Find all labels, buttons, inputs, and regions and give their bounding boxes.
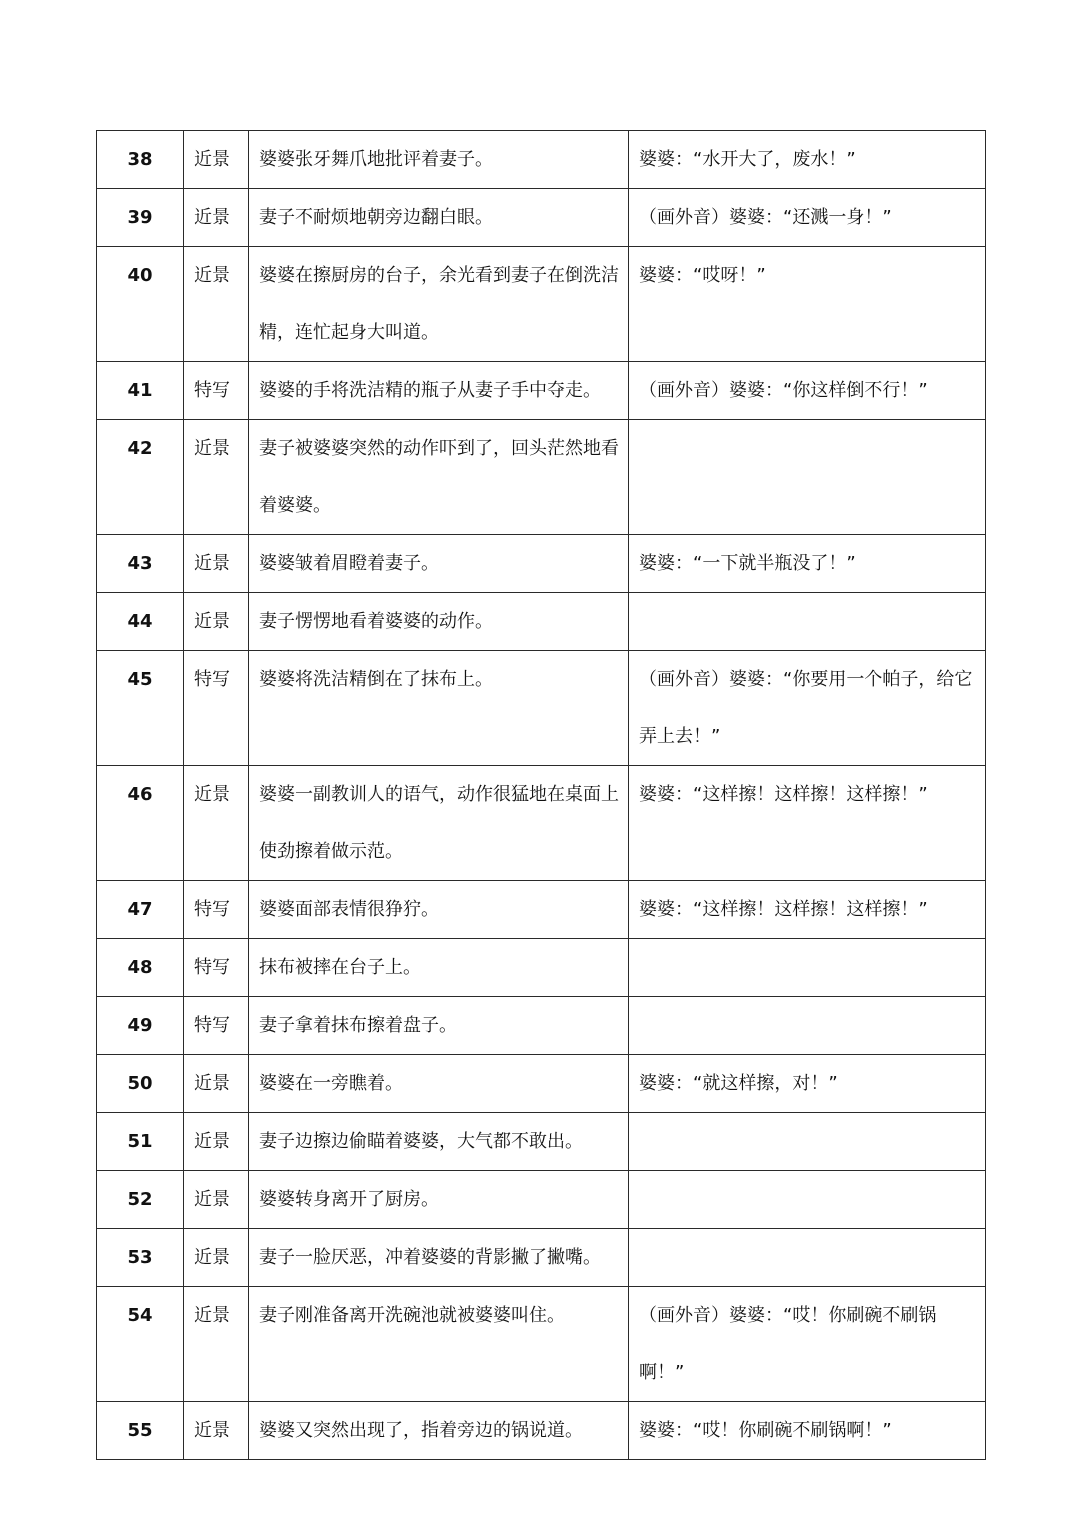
scene-description: 妻子边擦边偷瞄着婆婆，大气都不敢出。 — [249, 1113, 629, 1171]
shot-number: 55 — [97, 1402, 184, 1460]
scene-description: 婆婆一副教训人的语气，动作很猛地在桌面上使劲擦着做示范。 — [249, 766, 629, 881]
shot-type: 近景 — [184, 1402, 249, 1460]
shot-number: 50 — [97, 1055, 184, 1113]
scene-description: 婆婆将洗洁精倒在了抹布上。 — [249, 651, 629, 766]
shot-number: 48 — [97, 939, 184, 997]
table-row — [97, 1113, 986, 1171]
shot-type: 近景 — [184, 593, 249, 651]
shot-type: 近景 — [184, 1171, 249, 1229]
scene-description: 婆婆皱着眉瞪着妻子。 — [249, 535, 629, 593]
shot-type: 近景 — [184, 1287, 249, 1402]
dialogue: 婆婆：“水开大了，废水！” — [629, 131, 986, 189]
scene-description: 妻子拿着抹布擦着盘子。 — [249, 997, 629, 1055]
scene-description: 抹布被摔在台子上。 — [249, 939, 629, 997]
shot-number: 47 — [97, 881, 184, 939]
dialogue: 婆婆：“哎！你刷碗不刷锅啊！” — [629, 1402, 986, 1460]
scene-description: 婆婆的手将洗洁精的瓶子从妻子手中夺走。 — [249, 362, 629, 420]
table-row — [97, 997, 986, 1055]
dialogue — [629, 939, 986, 997]
table-row — [97, 1229, 986, 1287]
shot-type: 近景 — [184, 247, 249, 362]
shot-number: 51 — [97, 1113, 184, 1171]
shot-number: 41 — [97, 362, 184, 420]
scene-description: 婆婆张牙舞爪地批评着妻子。 — [249, 131, 629, 189]
table-row — [97, 131, 986, 189]
shot-type: 近景 — [184, 766, 249, 881]
shot-type: 近景 — [184, 535, 249, 593]
scene-description: 婆婆面部表情很狰狞。 — [249, 881, 629, 939]
scene-description: 妻子被婆婆突然的动作吓到了，回头茫然地看着婆婆。 — [249, 420, 629, 535]
table-row — [97, 939, 986, 997]
shot-number: 44 — [97, 593, 184, 651]
shot-number: 39 — [97, 189, 184, 247]
shot-type: 特写 — [184, 651, 249, 766]
shot-type: 特写 — [184, 881, 249, 939]
scene-description: 婆婆转身离开了厨房。 — [249, 1171, 629, 1229]
dialogue — [629, 593, 986, 651]
shot-type: 特写 — [184, 362, 249, 420]
shot-type: 近景 — [184, 1055, 249, 1113]
shot-type: 特写 — [184, 997, 249, 1055]
dialogue: 婆婆：“一下就半瓶没了！” — [629, 535, 986, 593]
dialogue — [629, 1113, 986, 1171]
dialogue — [629, 420, 986, 535]
dialogue — [629, 1229, 986, 1287]
shot-type: 近景 — [184, 131, 249, 189]
shot-type: 特写 — [184, 939, 249, 997]
dialogue: （画外音）婆婆：“哎！你刷碗不刷锅啊！” — [629, 1287, 986, 1402]
scene-description: 妻子刚准备离开洗碗池就被婆婆叫住。 — [249, 1287, 629, 1402]
table-row — [97, 535, 986, 593]
table-row — [97, 881, 986, 939]
shot-number: 49 — [97, 997, 184, 1055]
table-row — [97, 766, 986, 881]
shot-number: 42 — [97, 420, 184, 535]
shot-type: 近景 — [184, 1229, 249, 1287]
shot-number: 45 — [97, 651, 184, 766]
table-row — [97, 1171, 986, 1229]
scene-description: 婆婆在擦厨房的台子，余光看到妻子在倒洗洁精，连忙起身大叫道。 — [249, 247, 629, 362]
shot-number: 46 — [97, 766, 184, 881]
shot-type: 近景 — [184, 1113, 249, 1171]
scene-description: 妻子愣愣地看着婆婆的动作。 — [249, 593, 629, 651]
shot-number: 38 — [97, 131, 184, 189]
table-row — [97, 247, 986, 362]
dialogue: 婆婆：“这样擦！这样擦！这样擦！” — [629, 766, 986, 881]
scene-description: 婆婆在一旁瞧着。 — [249, 1055, 629, 1113]
table-row — [97, 189, 986, 247]
dialogue — [629, 1171, 986, 1229]
shot-type: 近景 — [184, 420, 249, 535]
storyboard-table — [96, 130, 986, 1460]
dialogue — [629, 997, 986, 1055]
scene-description: 妻子不耐烦地朝旁边翻白眼。 — [249, 189, 629, 247]
scene-description: 婆婆又突然出现了，指着旁边的锅说道。 — [249, 1402, 629, 1460]
dialogue: 婆婆：“就这样擦，对！” — [629, 1055, 986, 1113]
table-row — [97, 1287, 986, 1402]
dialogue: （画外音）婆婆：“你要用一个帕子，给它弄上去！” — [629, 651, 986, 766]
shot-number: 54 — [97, 1287, 184, 1402]
shot-type: 近景 — [184, 189, 249, 247]
dialogue: 婆婆：“这样擦！这样擦！这样擦！” — [629, 881, 986, 939]
dialogue: （画外音）婆婆：“你这样倒不行！” — [629, 362, 986, 420]
table-row — [97, 593, 986, 651]
table-row — [97, 1055, 986, 1113]
table-row — [97, 1402, 986, 1460]
shot-number: 53 — [97, 1229, 184, 1287]
table-row — [97, 362, 986, 420]
scene-description: 妻子一脸厌恶，冲着婆婆的背影撇了撇嘴。 — [249, 1229, 629, 1287]
dialogue: （画外音）婆婆：“还溅一身！” — [629, 189, 986, 247]
shot-number: 52 — [97, 1171, 184, 1229]
table-row — [97, 420, 986, 535]
shot-number: 40 — [97, 247, 184, 362]
shot-number: 43 — [97, 535, 184, 593]
table-row — [97, 651, 986, 766]
dialogue: 婆婆：“哎呀！” — [629, 247, 986, 362]
